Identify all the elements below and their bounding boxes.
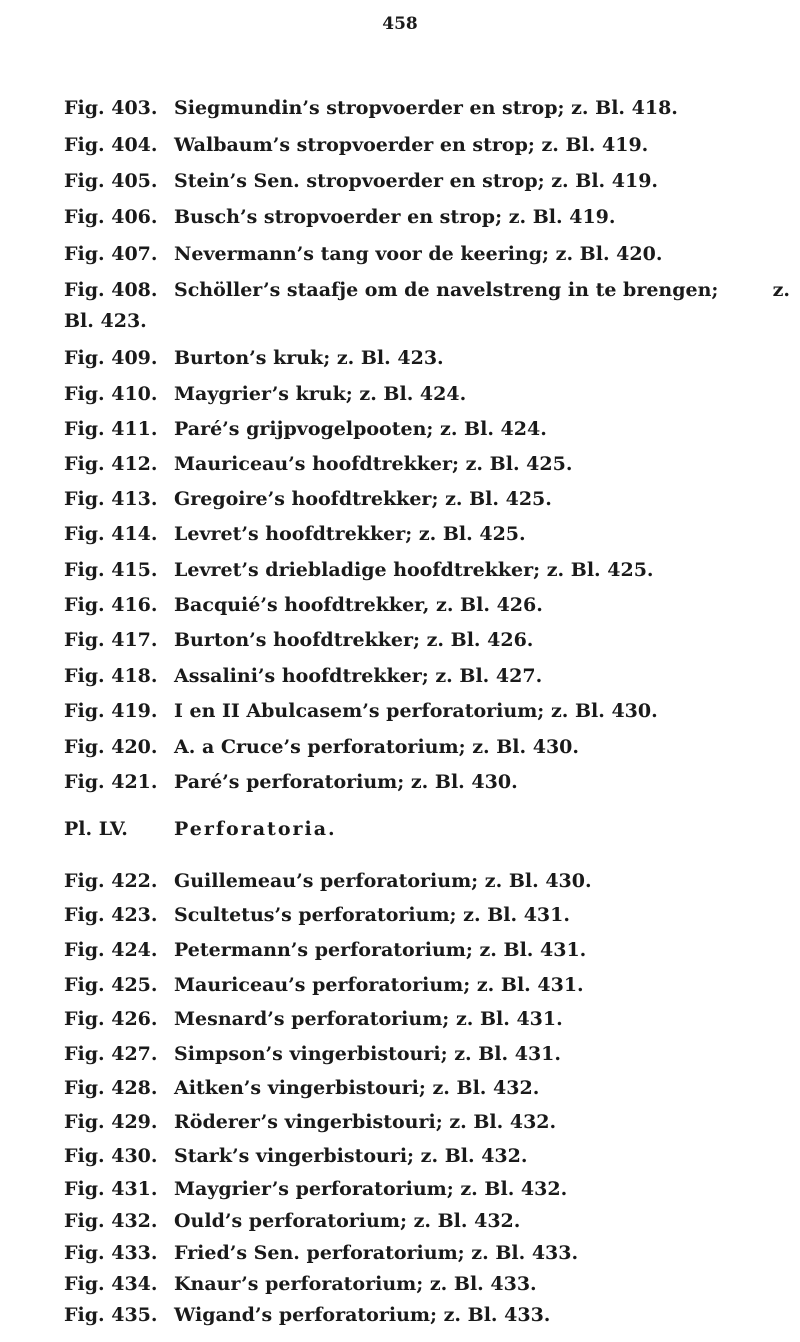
list-item	[64, 202, 616, 232]
list-item	[64, 130, 648, 160]
figure-number: Fig. 420.	[64, 736, 158, 758]
plate-heading	[64, 814, 337, 844]
figure-description: Walbaum’s stropvoerder en strop; z. Bl. 419.	[174, 134, 649, 156]
list-item	[64, 696, 658, 726]
list-item	[64, 93, 678, 123]
list-item	[64, 166, 658, 196]
list-item	[64, 449, 572, 479]
page-number: 458	[382, 14, 418, 34]
figure-description: Röderer’s vingerbistouri; z. Bl. 432.	[174, 1111, 557, 1133]
figure-description: Fried’s Sen. perforatorium; z. Bl. 433.	[174, 1242, 579, 1264]
list-item	[64, 379, 466, 409]
list-item	[64, 590, 543, 620]
figure-number: Fig. 429.	[64, 1111, 158, 1133]
figure-number: Fig. 421.	[64, 771, 158, 793]
figure-description-continued: Bl. 423.	[64, 310, 147, 332]
figure-number: Fig. 413.	[64, 488, 158, 510]
figure-number: Fig. 407.	[64, 243, 158, 265]
figure-description: Assalini’s hoofdtrekker; z. Bl. 427.	[174, 665, 543, 687]
figure-number: Fig. 425.	[64, 974, 158, 996]
figure-number: Fig. 427.	[64, 1043, 158, 1065]
list-item	[64, 866, 592, 896]
figure-number: Fig. 422.	[64, 870, 158, 892]
figure-description: Paré’s grijpvogelpooten; z. Bl. 424.	[174, 418, 547, 440]
figure-number: Fig. 418.	[64, 665, 158, 687]
list-item	[64, 1300, 550, 1330]
figure-description: Schöller’s staafje om de navelstreng in te brengen;	[174, 279, 719, 301]
list-item	[64, 1238, 578, 1268]
list-item	[64, 767, 518, 797]
list-item	[64, 732, 579, 762]
list-item	[64, 1004, 563, 1034]
list-item	[64, 239, 662, 269]
list-item	[64, 970, 584, 1000]
figure-number: Fig. 428.	[64, 1077, 158, 1099]
figure-description: Knaur’s perforatorium; z. Bl. 433.	[174, 1273, 537, 1295]
figure-description: Simpson’s vingerbistouri; z. Bl. 431.	[174, 1043, 562, 1065]
figure-description: Paré’s perforatorium; z. Bl. 430.	[174, 771, 518, 793]
list-item	[64, 1073, 539, 1103]
figure-description: Mesnard’s perforatorium; z. Bl. 431.	[174, 1008, 563, 1030]
list-item	[64, 661, 542, 691]
list-item	[64, 343, 444, 373]
list-item	[64, 519, 526, 549]
figure-description: Wigand’s perforatorium; z. Bl. 433.	[174, 1304, 551, 1326]
list-item	[64, 1141, 528, 1171]
figure-number: Fig. 414.	[64, 523, 158, 545]
list-item	[64, 1269, 537, 1299]
line-continuation: z.	[772, 279, 790, 301]
figure-number: Fig. 406.	[64, 206, 158, 228]
figure-number: Fig. 412.	[64, 453, 158, 475]
list-item	[64, 414, 547, 444]
figure-description: Burton’s hoofdtrekker; z. Bl. 426.	[174, 629, 534, 651]
figure-description: Ould’s perforatorium; z. Bl. 432.	[174, 1210, 521, 1232]
figure-description: Nevermann’s tang voor de keering; z. Bl. 420.	[174, 243, 663, 265]
figure-description: Mauriceau’s hoofdtrekker; z. Bl. 425.	[174, 453, 573, 475]
list-item	[64, 555, 654, 585]
figure-number: Fig. 423.	[64, 904, 158, 926]
list-item	[64, 484, 552, 514]
list-item	[64, 1039, 561, 1069]
figure-description: Stark’s vingerbistouri; z. Bl. 432.	[174, 1145, 528, 1167]
figure-number: Fig. 426.	[64, 1008, 158, 1030]
figure-description: Burton’s kruk; z. Bl. 423.	[174, 347, 444, 369]
figure-number: Fig. 411.	[64, 418, 158, 440]
figure-number: Fig. 431.	[64, 1178, 158, 1200]
figure-description: Maygrier’s perforatorium; z. Bl. 432.	[174, 1178, 568, 1200]
figure-number: Fig. 430.	[64, 1145, 158, 1167]
figure-number: Fig. 435.	[64, 1304, 158, 1326]
figure-number: Fig. 417.	[64, 629, 158, 651]
figure-description: Scultetus’s perforatorium; z. Bl. 431.	[174, 904, 570, 926]
figure-number: Fig. 404.	[64, 134, 158, 156]
list-item	[64, 1107, 556, 1137]
figure-number: Fig. 419.	[64, 700, 158, 722]
figure-description: A. a Cruce’s perforatorium; z. Bl. 430.	[174, 736, 580, 758]
figure-number: Fig. 434.	[64, 1273, 158, 1295]
figure-description: Stein’s Sen. stropvoerder en strop; z. Bl. 419.	[174, 170, 659, 192]
figure-number: Fig. 410.	[64, 383, 158, 405]
figure-number: Fig. 432.	[64, 1210, 158, 1232]
figure-number: Fig. 424.	[64, 939, 158, 961]
figure-number: Fig. 409.	[64, 347, 158, 369]
plate-label: Pl. LV.	[64, 818, 128, 840]
figure-number: Fig. 403.	[64, 97, 158, 119]
figure-number: Fig. 433.	[64, 1242, 158, 1264]
figure-description: Levret’s driebladige hoofdtrekker; z. Bl. 425.	[174, 559, 654, 581]
figure-number: Fig. 408.	[64, 279, 158, 301]
list-item	[64, 935, 586, 965]
figure-number: Fig. 415.	[64, 559, 158, 581]
figure-description: Bacquié’s hoofdtrekker, z. Bl. 426.	[174, 594, 543, 616]
list-item	[64, 1206, 520, 1236]
figure-description: Gregoire’s hoofdtrekker; z. Bl. 425.	[174, 488, 552, 510]
figure-description: Busch’s stropvoerder en strop; z. Bl. 419.	[174, 206, 616, 228]
figure-number: Fig. 405.	[64, 170, 158, 192]
figure-description: Maygrier’s kruk; z. Bl. 424.	[174, 383, 467, 405]
list-item	[64, 625, 533, 655]
list-item	[64, 275, 718, 305]
figure-description: Petermann’s perforatorium; z. Bl. 431.	[174, 939, 587, 961]
plate-title: Perforatoria.	[174, 818, 337, 840]
figure-description: Siegmundin’s stropvoerder en strop; z. Bl. 418.	[174, 97, 678, 119]
figure-description: Mauriceau’s perforatorium; z. Bl. 431.	[174, 974, 584, 996]
list-item	[64, 1174, 567, 1204]
list-item	[64, 900, 570, 930]
figure-description: I en II Abulcasem’s perforatorium; z. Bl. 430.	[174, 700, 658, 722]
figure-description: Guillemeau’s perforatorium; z. Bl. 430.	[174, 870, 592, 892]
figure-number: Fig. 416.	[64, 594, 158, 616]
figure-description: Aitken’s vingerbistouri; z. Bl. 432.	[174, 1077, 540, 1099]
figure-description: Levret’s hoofdtrekker; z. Bl. 425.	[174, 523, 526, 545]
